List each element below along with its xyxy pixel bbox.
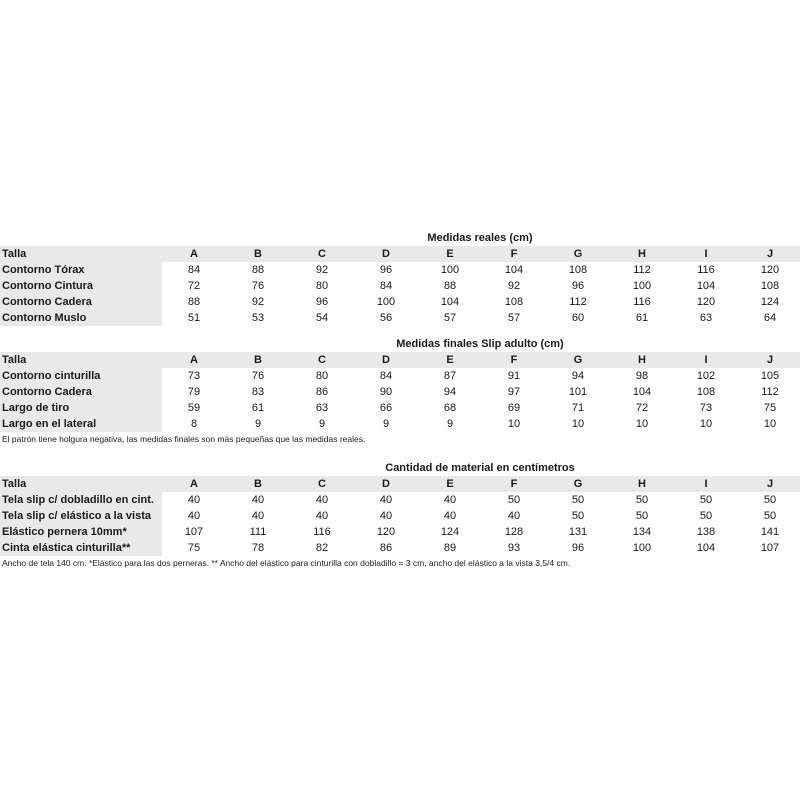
table-cell: 61 bbox=[251, 402, 265, 414]
table-cell: 9 bbox=[382, 418, 390, 430]
row-label: Tela slip c/ dobladillo en cint. bbox=[0, 492, 162, 508]
size-column-header: E bbox=[418, 352, 482, 368]
size-column-header: I bbox=[674, 246, 738, 262]
row-label: Cinta elástica cinturilla** bbox=[0, 540, 162, 556]
table-cell: 68 bbox=[443, 402, 457, 414]
table-cell: 72 bbox=[635, 402, 649, 414]
table-cell: 57 bbox=[443, 312, 457, 324]
table-row bbox=[0, 492, 800, 508]
table-cell: 40 bbox=[251, 510, 265, 522]
table-cell: 100 bbox=[632, 280, 652, 292]
table-cell: 75 bbox=[763, 402, 777, 414]
table-cell: 111 bbox=[249, 526, 267, 538]
table-cell: 108 bbox=[760, 280, 780, 292]
row-label: Elástico pernera 10mm* bbox=[0, 524, 162, 540]
table-cell: 104 bbox=[504, 264, 524, 276]
table-cell: 57 bbox=[507, 312, 521, 324]
measurement-table bbox=[0, 476, 800, 556]
table-cell: 134 bbox=[632, 526, 652, 538]
row-label: Largo en el lateral bbox=[0, 416, 162, 432]
table-cell: 8 bbox=[190, 418, 198, 430]
size-column-header: A bbox=[162, 246, 226, 262]
table-cell: 60 bbox=[571, 312, 585, 324]
table-cell: 92 bbox=[315, 264, 329, 276]
table-cell: 116 bbox=[633, 296, 651, 308]
table-cell: 89 bbox=[443, 542, 457, 554]
table-cell: 40 bbox=[379, 510, 393, 522]
table-cell: 53 bbox=[251, 312, 265, 324]
table-cell: 69 bbox=[507, 402, 521, 414]
table-title: Medidas reales (cm) bbox=[427, 232, 533, 244]
table-cell: 108 bbox=[504, 296, 524, 308]
table-row bbox=[0, 368, 800, 384]
table-cell: 93 bbox=[507, 542, 521, 554]
table-cell: 61 bbox=[635, 312, 649, 324]
table-cell: 10 bbox=[635, 418, 649, 430]
table-cell: 40 bbox=[251, 494, 265, 506]
table-cell: 40 bbox=[507, 510, 521, 522]
table-cell: 124 bbox=[760, 296, 780, 308]
table-cell: 50 bbox=[635, 510, 649, 522]
table-cell: 91 bbox=[507, 370, 521, 382]
table-cell: 112 bbox=[761, 386, 779, 398]
table-cell: 73 bbox=[187, 370, 201, 382]
table-row bbox=[0, 416, 800, 432]
table-cell: 66 bbox=[379, 402, 393, 414]
table-cell: 105 bbox=[760, 370, 780, 382]
table-cell: 82 bbox=[315, 542, 329, 554]
table-cell: 86 bbox=[379, 542, 393, 554]
table-cell: 40 bbox=[379, 494, 393, 506]
table-cell: 59 bbox=[187, 402, 201, 414]
table-cell: 104 bbox=[440, 296, 460, 308]
table-cell: 10 bbox=[571, 418, 585, 430]
table-cell: 83 bbox=[251, 386, 265, 398]
table-cell: 84 bbox=[379, 370, 393, 382]
table-cell: 124 bbox=[440, 526, 460, 538]
table-cell: 76 bbox=[251, 280, 265, 292]
table-cell: 104 bbox=[632, 386, 652, 398]
table-cell: 50 bbox=[571, 494, 585, 506]
table-cell: 73 bbox=[699, 402, 713, 414]
table-cell: 56 bbox=[379, 312, 393, 324]
table-header-row bbox=[0, 476, 800, 492]
measurement-table bbox=[0, 352, 800, 432]
table-cell: 101 bbox=[568, 386, 588, 398]
size-column-header: D bbox=[354, 246, 418, 262]
table-cell: 120 bbox=[760, 264, 780, 276]
table-cell: 88 bbox=[251, 264, 265, 276]
table-cell: 94 bbox=[571, 370, 585, 382]
size-column-header: C bbox=[290, 246, 354, 262]
table-cell: 50 bbox=[571, 510, 585, 522]
table-cell: 92 bbox=[251, 296, 265, 308]
table-cell: 40 bbox=[443, 494, 457, 506]
row-label: Largo de tiro bbox=[0, 400, 162, 416]
table-cell: 131 bbox=[568, 526, 588, 538]
size-column-header: G bbox=[546, 476, 610, 492]
size-header-label: Talla bbox=[0, 352, 162, 368]
size-column-header: I bbox=[674, 352, 738, 368]
table-row bbox=[0, 262, 800, 278]
table-cell: 9 bbox=[446, 418, 454, 430]
size-column-header: E bbox=[418, 476, 482, 492]
table-cell: 108 bbox=[568, 264, 588, 276]
size-column-header: I bbox=[674, 476, 738, 492]
table-cell: 100 bbox=[632, 542, 652, 554]
table-header-row bbox=[0, 246, 800, 262]
table-row bbox=[0, 278, 800, 294]
table-header-row bbox=[0, 352, 800, 368]
table-cell: 107 bbox=[760, 542, 780, 554]
material-quantity-section bbox=[0, 460, 800, 570]
table-cell: 104 bbox=[696, 280, 716, 292]
table-cell: 80 bbox=[315, 280, 329, 292]
final-measurements-section bbox=[0, 336, 800, 446]
size-column-header: C bbox=[290, 352, 354, 368]
row-label: Contorno Tórax bbox=[0, 262, 162, 278]
table-cell: 120 bbox=[696, 296, 716, 308]
size-column-header: B bbox=[226, 246, 290, 262]
table-cell: 138 bbox=[696, 526, 716, 538]
table-cell: 50 bbox=[507, 494, 521, 506]
table-cell: 50 bbox=[699, 494, 713, 506]
row-label: Contorno Cadera bbox=[0, 294, 162, 310]
table-cell: 71 bbox=[571, 402, 585, 414]
table-cell: 40 bbox=[315, 494, 329, 506]
table-cell: 76 bbox=[251, 370, 265, 382]
table-cell: 88 bbox=[187, 296, 201, 308]
table-cell: 9 bbox=[318, 418, 326, 430]
table-cell: 102 bbox=[696, 370, 716, 382]
table-row bbox=[0, 540, 800, 556]
table-cell: 54 bbox=[315, 312, 329, 324]
row-label: Contorno Cintura bbox=[0, 278, 162, 294]
table-cell: 79 bbox=[187, 386, 201, 398]
table-cell: 10 bbox=[763, 418, 777, 430]
table-cell: 112 bbox=[569, 296, 587, 308]
measurement-table bbox=[0, 246, 800, 326]
table-cell: 80 bbox=[315, 370, 329, 382]
table-cell: 50 bbox=[763, 494, 777, 506]
table-cell: 50 bbox=[699, 510, 713, 522]
table-cell: 72 bbox=[187, 280, 201, 292]
table-cell: 94 bbox=[443, 386, 457, 398]
table-cell: 96 bbox=[571, 280, 585, 292]
size-column-header: H bbox=[610, 476, 674, 492]
table-cell: 96 bbox=[379, 264, 393, 276]
table-row bbox=[0, 384, 800, 400]
table-cell: 96 bbox=[571, 542, 585, 554]
table-cell: 50 bbox=[763, 510, 777, 522]
size-column-header: J bbox=[738, 246, 800, 262]
size-column-header: A bbox=[162, 352, 226, 368]
table-cell: 10 bbox=[699, 418, 713, 430]
table-title: Medidas finales Slip adulto (cm) bbox=[396, 338, 564, 350]
size-column-header: F bbox=[482, 352, 546, 368]
table-cell: 92 bbox=[507, 280, 521, 292]
table-row bbox=[0, 294, 800, 310]
size-column-header: A bbox=[162, 476, 226, 492]
size-column-header: D bbox=[354, 476, 418, 492]
size-column-header: D bbox=[354, 352, 418, 368]
table-cell: 90 bbox=[379, 386, 393, 398]
table-cell: 64 bbox=[763, 312, 777, 324]
table-cell: 63 bbox=[699, 312, 713, 324]
table-cell: 107 bbox=[184, 526, 204, 538]
size-column-header: H bbox=[610, 352, 674, 368]
table-cell: 9 bbox=[254, 418, 262, 430]
table-cell: 84 bbox=[379, 280, 393, 292]
size-column-header: B bbox=[226, 476, 290, 492]
table-cell: 84 bbox=[187, 264, 201, 276]
size-column-header: G bbox=[546, 352, 610, 368]
table-cell: 116 bbox=[697, 264, 715, 276]
size-column-header: C bbox=[290, 476, 354, 492]
table-row bbox=[0, 400, 800, 416]
size-column-header: F bbox=[482, 476, 546, 492]
size-column-header: F bbox=[482, 246, 546, 262]
table-cell: 40 bbox=[187, 494, 201, 506]
table-cell: 104 bbox=[696, 542, 716, 554]
row-label: Contorno Muslo bbox=[0, 310, 162, 326]
table-cell: 78 bbox=[251, 542, 265, 554]
row-label: Tela slip c/ elástico a la vista bbox=[0, 508, 162, 524]
table-cell: 51 bbox=[187, 312, 201, 324]
table-cell: 98 bbox=[635, 370, 649, 382]
table-cell: 63 bbox=[315, 402, 329, 414]
table-cell: 40 bbox=[315, 510, 329, 522]
size-column-header: B bbox=[226, 352, 290, 368]
table-cell: 10 bbox=[507, 418, 521, 430]
table-row bbox=[0, 310, 800, 326]
row-label: Contorno Cadera bbox=[0, 384, 162, 400]
size-header-label: Talla bbox=[0, 246, 162, 262]
row-label: Contorno cinturilla bbox=[0, 368, 162, 384]
table-cell: 100 bbox=[376, 296, 396, 308]
table-cell: 50 bbox=[635, 494, 649, 506]
table-cell: 40 bbox=[187, 510, 201, 522]
real-measurements-section bbox=[0, 230, 800, 326]
size-column-header: E bbox=[418, 246, 482, 262]
table-footnote: El patrón tiene holgura negativa, las medidas finales son más pequeñas que las medidas reales. bbox=[2, 434, 366, 444]
size-column-header: G bbox=[546, 246, 610, 262]
table-cell: 120 bbox=[376, 526, 396, 538]
table-footnote: Ancho de tela 140 cm. *Elástico para las dos perneras. ** Ancho del elástico para cinturilla con dobladillo = 3 cm, ancho del elástico a la vista 3,5/4 cm. bbox=[2, 558, 571, 568]
table-cell: 86 bbox=[315, 386, 329, 398]
table-cell: 87 bbox=[443, 370, 457, 382]
table-cell: 40 bbox=[443, 510, 457, 522]
table-title: Cantidad de material en centímetros bbox=[385, 462, 575, 474]
table-cell: 96 bbox=[315, 296, 329, 308]
table-cell: 128 bbox=[504, 526, 524, 538]
table-row bbox=[0, 524, 800, 540]
table-row bbox=[0, 508, 800, 524]
table-cell: 88 bbox=[443, 280, 457, 292]
table-cell: 97 bbox=[507, 386, 521, 398]
table-cell: 112 bbox=[633, 264, 651, 276]
table-cell: 75 bbox=[187, 542, 201, 554]
table-cell: 116 bbox=[313, 526, 331, 538]
table-cell: 100 bbox=[440, 264, 460, 276]
size-header-label: Talla bbox=[0, 476, 162, 492]
table-cell: 108 bbox=[696, 386, 716, 398]
size-column-header: J bbox=[738, 476, 800, 492]
size-column-header: H bbox=[610, 246, 674, 262]
size-column-header: J bbox=[738, 352, 800, 368]
table-cell: 141 bbox=[760, 526, 780, 538]
